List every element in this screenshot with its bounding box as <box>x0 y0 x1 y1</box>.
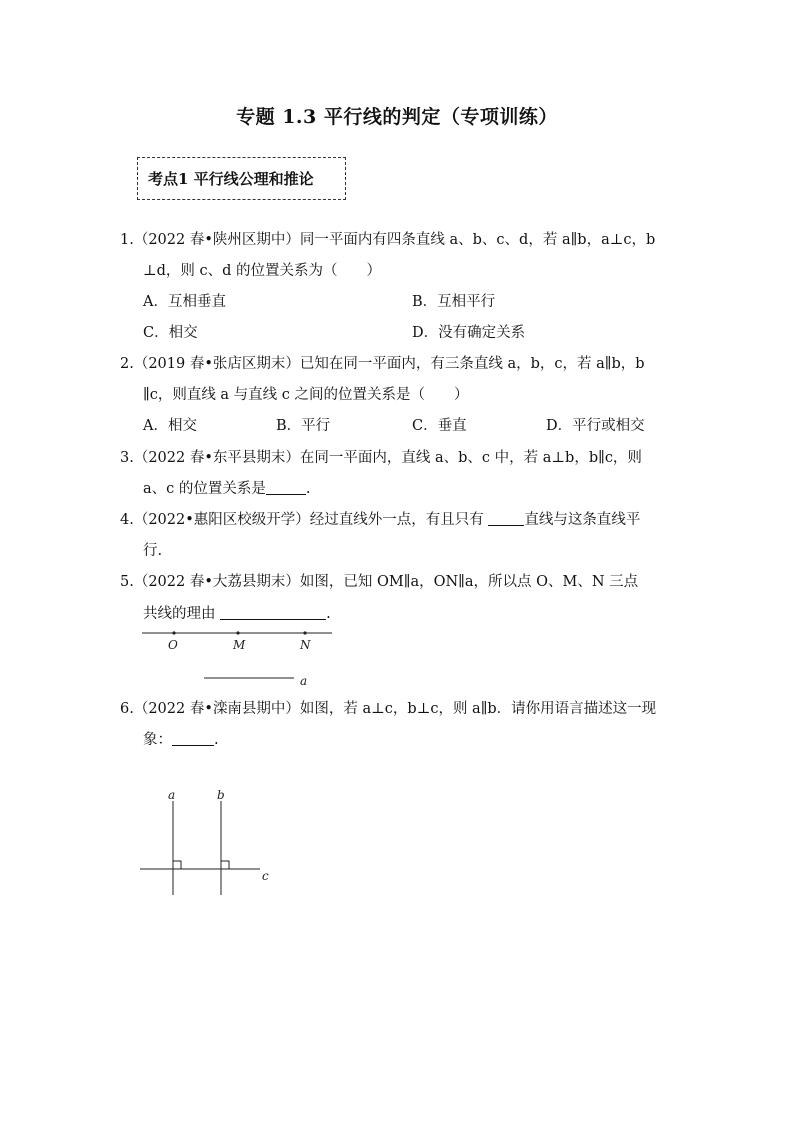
question-5-diagram <box>138 624 348 688</box>
question-1-line-2: ⊥d，则 c、d 的位置关系为（ ） <box>143 263 382 279</box>
question-4-answer-blank[interactable] <box>488 511 524 527</box>
question-3-answer-blank[interactable] <box>266 480 306 496</box>
question-5-figure <box>138 624 348 688</box>
question-2-option-c: C．垂直 <box>412 418 467 434</box>
question-2-line-2: ∥c，则直线 a 与直线 c 之间的位置关系是（ ） <box>143 387 469 403</box>
question-2-option-a: A．相交 <box>143 418 197 434</box>
question-4-line-1 <box>120 508 640 529</box>
question-6-text: 象： <box>143 732 172 748</box>
question-4-text-end: 直线与这条直线平 <box>524 512 641 528</box>
label-m: M <box>233 638 246 652</box>
question-3-text: a、c 的位置关系是 <box>143 481 266 497</box>
label-b: b <box>217 788 225 802</box>
question-5-line-2 <box>143 602 331 623</box>
question-2-option-d: D．平行或相交 <box>546 418 645 434</box>
question-6-line-2 <box>143 728 219 749</box>
question-4-line-2: 行. <box>143 543 163 559</box>
page-title: 专题 1.3 平行线的判定（专项训练） <box>236 106 558 128</box>
question-5-text: 共线的理由 <box>143 606 216 622</box>
question-1-option-a: A．互相垂直 <box>143 294 226 310</box>
label-o: O <box>168 638 178 652</box>
question-3-period: . <box>305 481 311 497</box>
question-5-line-1: 5.（2022 春•大荔县期末）如图，已知 OM∥a，ON∥a，所以点 O、M、N 三点 <box>120 574 639 590</box>
point-n <box>303 631 306 634</box>
right-angle-mark-b <box>221 861 229 869</box>
label-a: a <box>300 674 308 688</box>
question-6-answer-blank[interactable] <box>172 731 214 747</box>
question-4-text: 4.（2022•惠阳区校级开学）经过直线外一点，有且只有 <box>120 512 484 528</box>
question-3-line-2 <box>143 477 310 498</box>
point-m <box>236 631 239 634</box>
question-5-answer-blank[interactable] <box>220 605 326 621</box>
section-heading-text: 考点1 平行线公理和推论 <box>148 170 314 188</box>
label-n: N <box>300 638 311 652</box>
question-2-option-b: B．平行 <box>276 418 331 434</box>
label-c: c <box>262 869 269 883</box>
right-angle-mark-a <box>173 861 181 869</box>
question-1-option-c: C．相交 <box>143 325 198 341</box>
question-6-period: . <box>214 732 219 748</box>
section-heading <box>137 157 346 200</box>
question-6-figure <box>132 785 282 900</box>
question-1-option-d: D．没有确定关系 <box>412 325 526 341</box>
question-1-option-b: B．互相平行 <box>412 294 496 310</box>
question-3-line-1: 3.（2022 春•东平县期末）在同一平面内，直线 a、b、c 中，若 a⊥b，b∥c，则 <box>120 450 642 466</box>
question-5-period: . <box>326 606 331 622</box>
question-6-diagram <box>132 785 282 900</box>
question-2-line-1: 2.（2019 春•张店区期末）已知在同一平面内，有三条直线 a，b，c，若 a∥b，b <box>120 356 645 372</box>
question-1-line-1: 1.（2022 春•陕州区期中）同一平面内有四条直线 a、b、c、d，若 a∥b，a⊥c，b <box>120 232 656 248</box>
point-o <box>172 631 175 634</box>
label-a: a <box>168 788 176 802</box>
question-6-line-1: 6.（2022 春•滦南县期中）如图，若 a⊥c，b⊥c，则 a∥b．请你用语言描述这一现 <box>120 701 657 717</box>
